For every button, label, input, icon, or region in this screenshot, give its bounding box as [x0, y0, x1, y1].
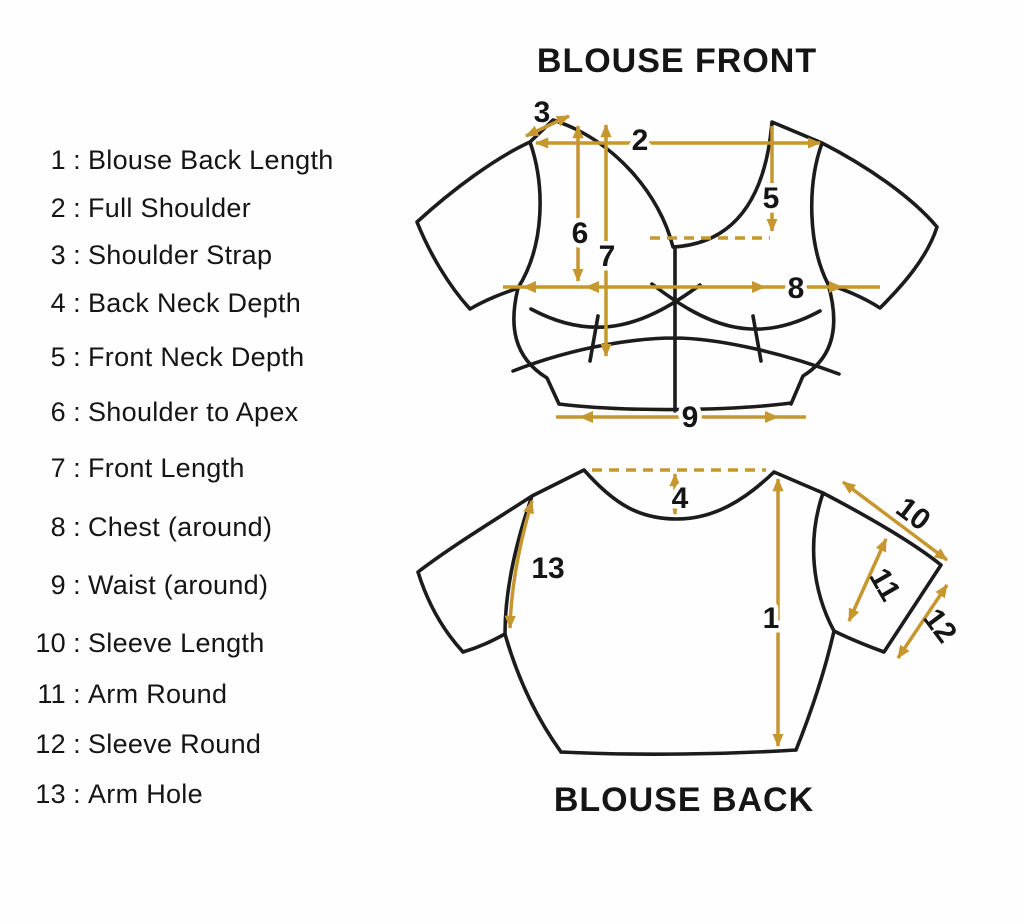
legend-item-label: Back Neck Depth: [88, 288, 302, 318]
legend-item-label: Arm Round: [88, 679, 228, 709]
legend-item-number: 10: [35, 628, 66, 658]
legend-item-colon: :: [73, 779, 81, 809]
back-marker-arm-round: 11: [862, 562, 907, 607]
legend-item-number: 8: [50, 512, 66, 542]
back-marker-back-neck-depth: 4: [671, 482, 689, 515]
blouse-back-diagram: [418, 470, 963, 819]
back-marker-blouse-back-length: 1: [762, 602, 780, 635]
legend-item-colon: :: [73, 679, 81, 709]
legend-item-number: 11: [37, 679, 66, 709]
legend-item-colon: :: [73, 570, 81, 600]
front-marker-full-shoulder: 2: [631, 124, 649, 157]
legend-item-number: 3: [50, 240, 66, 270]
legend-item-colon: :: [73, 453, 81, 483]
legend-item-number: 13: [35, 779, 66, 809]
blouse-front-diagram: [417, 42, 937, 434]
legend-item-number: 1: [50, 145, 66, 175]
legend-item-colon: :: [73, 145, 81, 175]
front-marker-front-neck-depth: 5: [762, 182, 780, 215]
legend-item-colon: :: [73, 288, 81, 318]
front-marker-shoulder-to-apex: 6: [571, 217, 589, 250]
back-marker-arm-hole: 13: [531, 552, 565, 585]
legend-item-label: Waist (around): [88, 570, 269, 600]
back-marker-sleeve-length: 10: [889, 490, 937, 538]
legend-item-colon: :: [73, 628, 81, 658]
back-marker-sleeve-round: 12: [916, 602, 964, 650]
legend-item-number: 5: [50, 342, 66, 372]
front-marker-shoulder-strap: 3: [533, 96, 551, 129]
legend-item-number: 2: [50, 193, 66, 223]
legend-item-number: 4: [50, 288, 66, 318]
legend-item-colon: :: [73, 397, 81, 427]
legend-item-colon: :: [73, 512, 81, 542]
legend-item-label: Arm Hole: [88, 779, 203, 809]
legend-item-number: 9: [50, 570, 66, 600]
legend-item-label: Front Length: [88, 453, 245, 483]
front-marker-front-length: 7: [598, 240, 616, 273]
legend-item-label: Blouse Back Length: [88, 145, 334, 175]
back-view-title: BLOUSE BACK: [553, 781, 815, 819]
legend-item-colon: :: [73, 240, 81, 270]
legend-item-label: Sleeve Length: [88, 628, 265, 658]
legend-item-number: 7: [50, 453, 66, 483]
legend-item-label: Front Neck Depth: [88, 342, 305, 372]
legend-item-colon: :: [73, 342, 81, 372]
front-view-title: BLOUSE FRONT: [536, 42, 818, 80]
front-marker-waist: 9: [681, 401, 699, 434]
legend-item-label: Sleeve Round: [88, 729, 262, 759]
legend-item-number: 12: [35, 729, 66, 759]
legend-item-label: Chest (around): [88, 512, 273, 542]
legend-item-colon: :: [73, 193, 81, 223]
front-marker-chest: 8: [787, 272, 805, 305]
legend-item-label: Full Shoulder: [88, 193, 251, 223]
front-garment-outline: [417, 120, 937, 411]
legend-item-colon: :: [73, 729, 81, 759]
legend-item-label: Shoulder to Apex: [88, 397, 299, 427]
legend-item-label: Shoulder Strap: [88, 240, 273, 270]
legend-item-number: 6: [50, 397, 66, 427]
